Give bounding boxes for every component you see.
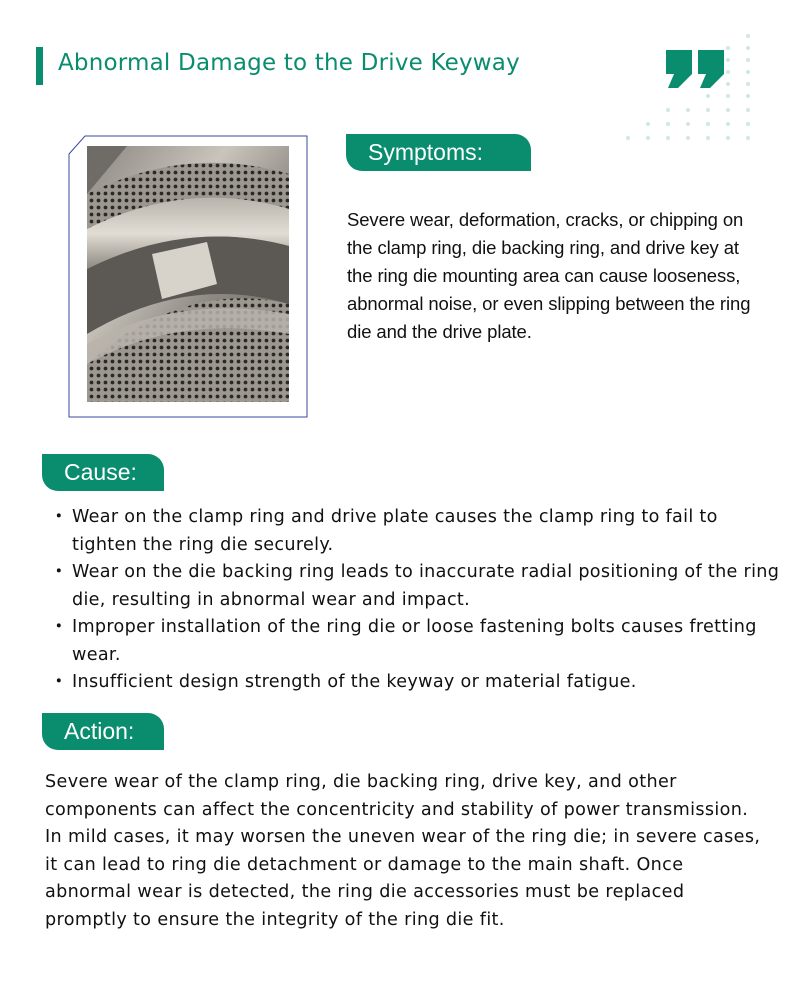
title-accent-bar <box>36 47 43 85</box>
bullet-icon: ・ <box>50 617 68 637</box>
action-description: Severe wear of the clamp ring, die backing ring, drive key, and other components can affect the concentricity and stability of power transmission. In mild cases, it may worsen the uneven wear of the ring die; in severe cases, it can lead to ring die detachment or damage to the main shaft. Once abnormal wear is detected, the ring die accessories must be replaced promptly to ensure the integrity of the ring die fit. <box>45 772 761 930</box>
cause-list <box>46 504 786 697</box>
list-item-text: Wear on the clamp ring and drive plate causes the clamp ring to fail to tighten the ring die securely. <box>72 507 718 555</box>
list-item-text: Wear on the die backing ring leads to inaccurate radial positioning of the ring die, resulting in abnormal wear and impact. <box>72 562 780 610</box>
list-item-text: Insufficient design strength of the keyway or material fatigue. <box>72 672 637 692</box>
action-heading: Action: <box>42 713 164 750</box>
cause-heading: Cause: <box>42 454 164 491</box>
list-item <box>46 559 786 614</box>
ring-die-photo <box>67 134 309 419</box>
quote-mark-icon <box>620 30 770 150</box>
list-item <box>46 669 786 697</box>
symptoms-description: Severe wear, deformation, cracks, or chipping on the clamp ring, die backing ring, and drive key at the ring die mounting area can cause looseness, abnormal noise, or even slipping between the ring die and the drive plate. <box>347 209 751 342</box>
symptoms-heading: Symptoms: <box>346 134 531 171</box>
bullet-icon: ・ <box>50 507 68 527</box>
page-title: Abnormal Damage to the Drive Keyway <box>58 50 520 76</box>
bullet-icon: ・ <box>50 562 68 582</box>
list-item <box>46 614 786 669</box>
list-item <box>46 504 786 559</box>
bullet-icon: ・ <box>50 672 68 692</box>
list-item-text: Improper installation of the ring die or loose fastening bolts causes fretting wear. <box>72 617 757 665</box>
